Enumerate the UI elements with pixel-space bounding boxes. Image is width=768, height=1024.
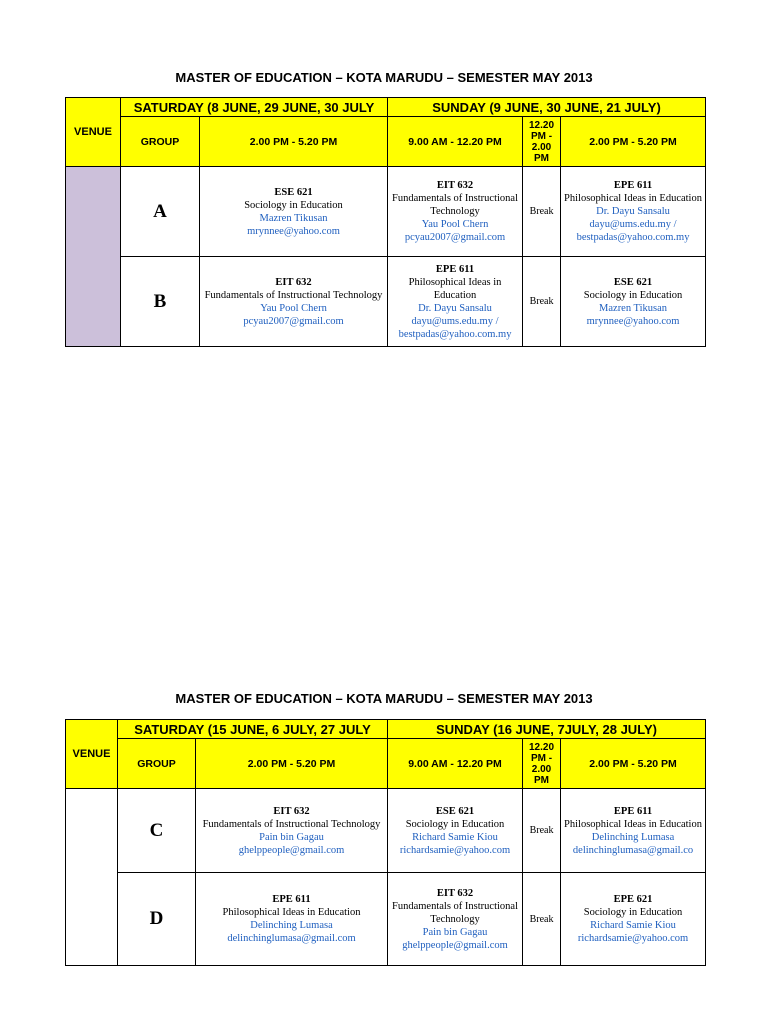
lecturer-email: mrynnee@yahoo.com (586, 315, 680, 327)
sunday-header: SUNDAY (9 JUNE, 30 JUNE, 21 JULY) (388, 98, 706, 117)
schedule-table (65, 97, 706, 347)
class-cell (561, 873, 706, 966)
lecturer-email: richardsamie@yahoo.com (399, 844, 511, 856)
group-label: D (118, 873, 196, 966)
lecturer-name: Pain bin Gagau (259, 831, 324, 843)
saturday-header: SATURDAY (8 JUNE, 29 JUNE, 30 JULY (121, 98, 388, 117)
lecturer-email: dayu@ums.edu.my / bestpadas@yahoo.com.my (576, 219, 690, 243)
class-cell (561, 789, 706, 873)
sunday-afternoon-time-header: 2.00 PM - 5.20 PM (561, 117, 706, 167)
course-name: Fundamentals of Instructional Technology (204, 289, 383, 301)
saturday-time-header: 2.00 PM - 5.20 PM (196, 739, 388, 789)
class-cell (200, 257, 388, 347)
course-code: EPE 611 (613, 180, 653, 191)
lecturer-email: delinchinglumasa@gmail.co (572, 844, 694, 856)
sunday-afternoon-time-header: 2.00 PM - 5.20 PM (561, 739, 706, 789)
course-name: Sociology in Education (244, 199, 343, 211)
class-cell (388, 257, 523, 347)
course-name: Philosophical Ideas in Education (408, 276, 502, 301)
course-code: EIT 632 (273, 805, 310, 817)
course-name: Sociology in Education (583, 907, 683, 918)
lecturer-email: richardsamie@yahoo.com (577, 933, 689, 944)
venue-header: VENUE (66, 720, 118, 789)
class-cell (388, 167, 523, 257)
break-cell: Break (523, 789, 561, 873)
course-code: EIT 632 (436, 180, 474, 191)
group-label: A (121, 167, 200, 257)
lecturer-name: Yau Pool Chern (421, 219, 489, 230)
lecturer-name: Dr. Dayu Sansalu (418, 302, 492, 314)
course-name: Sociology in Education (405, 818, 505, 830)
break-time-header: 12.20 PM - 2.00 PM (523, 117, 561, 167)
lecturer-name: Richard Samie Kiou (412, 831, 498, 843)
class-cell (388, 873, 523, 966)
course-name: Philosophical Ideas in Education (564, 193, 702, 204)
class-cell (561, 257, 706, 347)
venue-header: VENUE (66, 98, 121, 167)
lecturer-email: pcyau2007@gmail.com (243, 315, 344, 327)
group-header: GROUP (118, 739, 196, 789)
course-name: Philosophical Ideas in Education (564, 818, 702, 830)
course-code: EPE 611 (435, 263, 475, 275)
saturday-time-header: 2.00 PM - 5.20 PM (200, 117, 388, 167)
break-cell: Break (523, 873, 561, 966)
lecturer-name: Mazren Tikusan (599, 302, 667, 314)
lecturer-name: Delinching Lumasa (250, 920, 333, 931)
group-label: C (118, 789, 196, 873)
sunday-morning-time-header: 9.00 AM - 12.20 PM (388, 739, 523, 789)
lecturer-name: Delinching Lumasa (591, 831, 675, 843)
lecturer-email: dayu@ums.edu.my / bestpadas@yahoo.com.my (398, 315, 512, 340)
class-cell (200, 167, 388, 257)
lecturer-name: Yau Pool Chern (260, 302, 327, 314)
course-code: EPE 611 (613, 805, 653, 817)
break-cell: Break (523, 257, 561, 347)
lecturer-name: Richard Samie Kiou (590, 920, 676, 931)
course-code: ESE 621 (435, 805, 475, 817)
course-code: EIT 632 (275, 276, 312, 288)
course-code: ESE 621 (613, 276, 653, 288)
saturday-header: SATURDAY (15 JUNE, 6 JULY, 27 JULY (118, 720, 388, 739)
course-name: Fundamentals of Instructional Technology (392, 900, 518, 925)
sunday-morning-time-header: 9.00 AM - 12.20 PM (388, 117, 523, 167)
course-name: Philosophical Ideas in Education (222, 907, 361, 918)
schedule-title: MASTER OF EDUCATION – KOTA MARUDU – SEMESTER MAY 2013 (175, 691, 593, 706)
course-code: EPE 621 (613, 894, 653, 905)
venue-cell (66, 789, 118, 966)
schedule-title: MASTER OF EDUCATION – KOTA MARUDU – SEMESTER MAY 2013 (175, 70, 593, 85)
lecturer-name: Pain bin Gagau (422, 926, 488, 938)
course-name: Sociology in Education (583, 289, 683, 301)
class-cell (196, 789, 388, 873)
lecturer-name: Mazren Tikusan (259, 212, 328, 224)
course-code: ESE 621 (274, 186, 313, 198)
course-name: Fundamentals of Instructional Technology (392, 193, 518, 217)
group-label: B (121, 257, 200, 347)
course-code: EPE 611 (272, 894, 311, 905)
venue-cell (66, 167, 121, 347)
lecturer-name: Dr. Dayu Sansalu (596, 206, 670, 217)
class-cell (388, 789, 523, 873)
course-name: Fundamentals of Instructional Technology (202, 818, 381, 830)
lecturer-email: ghelppeople@gmail.com (238, 844, 345, 856)
lecturer-email: pcyau2007@gmail.com (404, 232, 506, 243)
schedule-table (65, 719, 706, 966)
class-cell (196, 873, 388, 966)
break-cell: Break (523, 167, 561, 257)
lecturer-email: mrynnee@yahoo.com (247, 225, 340, 237)
course-code: EIT 632 (436, 887, 474, 899)
break-time-header: 12.20 PM - 2.00 PM (523, 739, 561, 789)
lecturer-email: delinchinglumasa@gmail.com (227, 933, 356, 944)
sunday-header: SUNDAY (16 JUNE, 7JULY, 28 JULY) (388, 720, 706, 739)
class-cell (561, 167, 706, 257)
group-header: GROUP (121, 117, 200, 167)
lecturer-email: ghelppeople@gmail.com (402, 939, 508, 951)
